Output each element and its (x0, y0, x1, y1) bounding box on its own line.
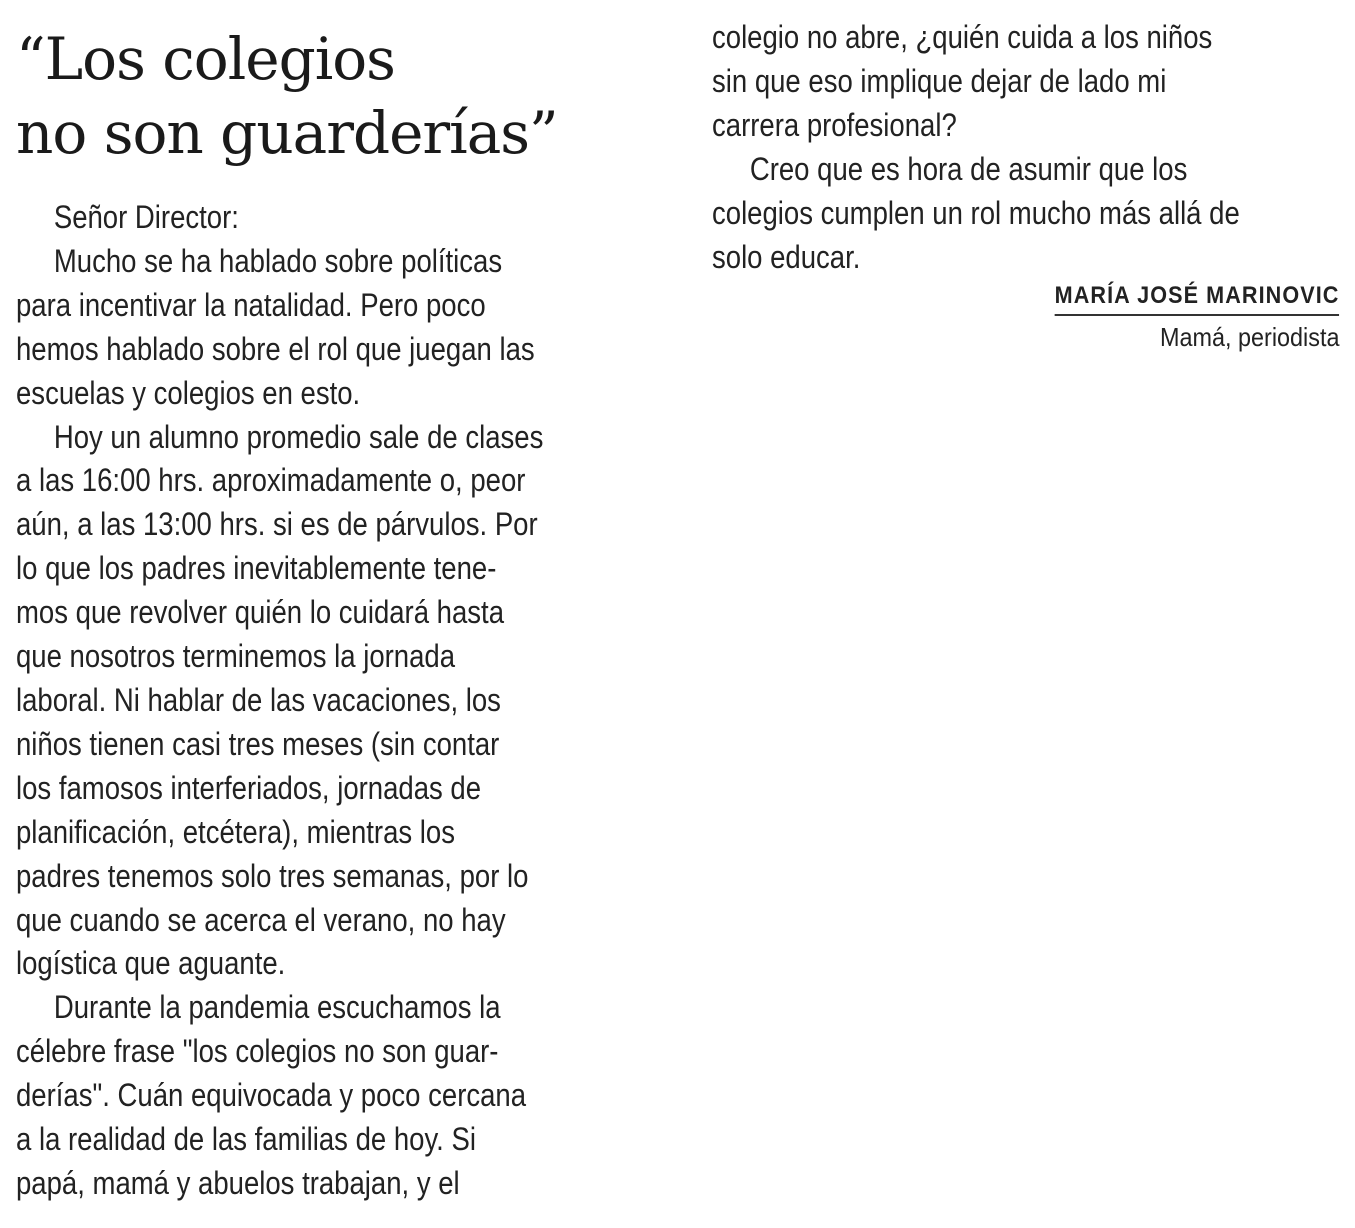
body-text-line: papá, mamá y abuelos trabajan, y el (16, 1164, 460, 1201)
body-text-line: a las 16:00 hrs. aproximadamente o, peor (16, 462, 526, 499)
body-text-line: colegios cumplen un rol mucho más allá de (712, 194, 1240, 231)
headline (16, 22, 656, 170)
body-text-line: que nosotros terminemos la jornada (16, 638, 456, 675)
author-role: Mamá, periodista (1159, 322, 1339, 352)
body-text-line: Durante la pandemia escuchamos la (53, 989, 501, 1026)
body-text-line: padres tenemos solo tres semanas, por lo (16, 857, 529, 894)
letter-body-right-column (712, 16, 1352, 279)
body-text-line: Señor Director: (53, 199, 239, 235)
body-text-line: a la realidad de las familias de hoy. Si (16, 1121, 476, 1158)
letter-body-left-column (16, 196, 656, 1206)
body-text-line: que cuando se acerca el verano, no hay (16, 901, 506, 938)
body-text-line: solo educar. (712, 238, 861, 275)
body-text-line: niños tienen casi tres meses (sin contar (16, 725, 500, 762)
body-text-line: escuelas y colegios en esto. (16, 374, 361, 411)
body-text-line: los famosos interferiados, jornadas de (16, 769, 482, 806)
body-text-line: aún, a las 13:00 hrs. si es de párvulos. Por (16, 506, 538, 543)
headline-line-2: no son guarderías” (16, 99, 558, 167)
body-text-line: Mucho se ha hablado sobre políticas (53, 242, 503, 279)
body-text-line: logística que aguante. (16, 945, 286, 982)
body-text-line: planificación, etcétera), mientras los (16, 813, 455, 850)
body-text-line: Creo que es hora de asumir que los (749, 150, 1188, 187)
body-text-line: laboral. Ni hablar de las vacaciones, los (16, 681, 501, 718)
body-text-line: hemos hablado sobre el rol que juegan las (16, 330, 535, 367)
body-text-line: colegio no abre, ¿quién cuida a los niños (712, 19, 1213, 55)
body-text-line: Hoy un alumno promedio sale de clases (53, 418, 544, 455)
body-text-line: sin que eso implique dejar de lado mi (712, 62, 1167, 99)
body-text-line: mos que revolver quién lo cuidará hasta (16, 594, 504, 631)
signature-block (1023, 282, 1339, 353)
body-text-line: para incentivar la natalidad. Pero poco (16, 286, 486, 323)
body-text-line: carrera profesional? (712, 106, 957, 143)
body-text-line: derías". Cuán equivocada y poco cercana (16, 1077, 527, 1114)
body-text-line: lo que los padres inevitablemente tene- (16, 550, 497, 587)
headline-line-1: “Los colegios (16, 25, 395, 93)
author-name: MARÍA JOSÉ MARINOVIC (1054, 282, 1339, 316)
body-text-line: célebre frase "los colegios no son guar- (16, 1033, 499, 1070)
